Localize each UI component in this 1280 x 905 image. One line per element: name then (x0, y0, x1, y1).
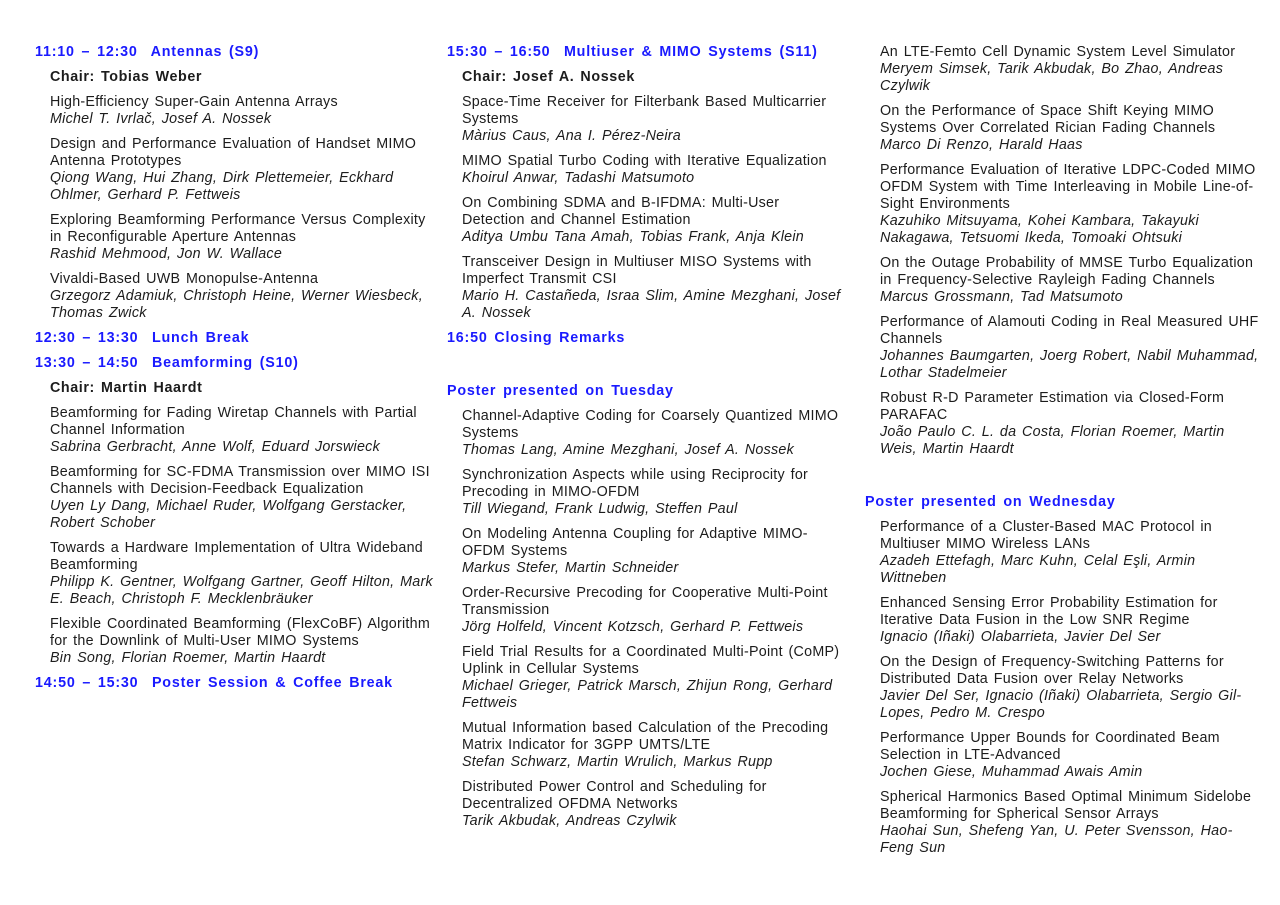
paper-title: On the Performance of Space Shift Keying MIMO Systems Over Correlated Rician Fading Channels (880, 103, 1216, 136)
chair-label: Chair: Tobias Weber (50, 69, 203, 85)
paper-title: Towards a Hardware Implementation of Ultra Wideband Beamforming (50, 540, 423, 573)
paper-title: Transceiver Design in Multiuser MISO Systems with Imperfect Transmit CSI (462, 254, 812, 287)
paper-entry (35, 405, 435, 456)
paper-authors: Meryem Simsek, Tarik Akbudak, Bo Zhao, Andreas Czylwik (880, 61, 1224, 94)
paper-authors: Michael Grieger, Patrick Marsch, Zhijun Rong, Gerhard Fettweis (462, 678, 833, 711)
paper-authors: Grzegorz Adamiuk, Christoph Heine, Werner Wiesbeck, Thomas Zwick (50, 288, 423, 321)
paper-title: MIMO Spatial Turbo Coding with Iterative Equalization (462, 153, 827, 169)
paper-title: Distributed Power Control and Scheduling for Decentralized OFDMA Networks (462, 779, 767, 812)
paper-authors: Ignacio (Iñaki) Olabarrieta, Javier Del Ser (880, 629, 1161, 645)
poster-group-header: Poster presented on Tuesday (447, 383, 674, 399)
paper-entry (35, 540, 435, 608)
paper-entry (865, 789, 1262, 857)
paper-authors: Till Wiegand, Frank Ludwig, Steffen Paul (462, 501, 738, 517)
paper-entry (35, 94, 435, 128)
paper-entry (447, 94, 847, 145)
paper-title: Design and Performance Evaluation of Handset MIMO Antenna Prototypes (50, 136, 417, 169)
paper-title: Performance Upper Bounds for Coordinated Beam Selection in LTE-Advanced (880, 730, 1220, 763)
session-header: 13:30 – 14:50 Beamforming (S10) (35, 355, 299, 371)
paper-authors: Jochen Giese, Muhammad Awais Amin (880, 764, 1143, 780)
paper-authors: Haohai Sun, Shefeng Yan, U. Peter Svensson, Hao-Feng Sun (880, 823, 1233, 856)
session-header: 11:10 – 12:30 Antennas (S9) (35, 44, 260, 60)
paper-authors: Qiong Wang, Hui Zhang, Dirk Plettemeier, Eckhard Ohlmer, Gerhard P. Fettweis (50, 170, 394, 203)
paper-entry (447, 526, 847, 577)
paper-authors: Marco Di Renzo, Harald Haas (880, 137, 1083, 153)
paper-title: High-Efficiency Super-Gain Antenna Arrays (50, 94, 338, 110)
paper-authors: Azadeh Ettefagh, Marc Kuhn, Celal Eşli, Armin Wittneben (880, 553, 1196, 586)
program-column-left (35, 44, 435, 700)
paper-title: Robust R-D Parameter Estimation via Closed-Form PARAFAC (880, 390, 1225, 423)
paper-authors: Stefan Schwarz, Martin Wrulich, Markus Rupp (462, 754, 773, 770)
paper-authors: Uyen Ly Dang, Michael Ruder, Wolfgang Gerstacker, Robert Schober (50, 498, 407, 531)
paper-authors: Màrius Caus, Ana I. Pérez-Neira (462, 128, 682, 144)
paper-entry (447, 195, 847, 246)
paper-title: On the Outage Probability of MMSE Turbo Equalization in Frequency-Selective Rayleigh Fading Channels (880, 255, 1254, 288)
paper-entry (35, 136, 435, 204)
paper-entry (35, 212, 435, 263)
paper-title: Mutual Information based Calculation of the Precoding Matrix Indicator for 3GPP UMTS/LTE (462, 720, 829, 753)
paper-entry (865, 519, 1262, 587)
paper-title: Enhanced Sensing Error Probability Estimation for Iterative Data Fusion in the Low SNR Regime (880, 595, 1218, 628)
paper-entry (447, 585, 847, 636)
paper-title: Exploring Beamforming Performance Versus Complexity in Reconfigurable Aperture Antennas (50, 212, 426, 245)
paper-authors: Bin Song, Florian Roemer, Martin Haardt (50, 650, 326, 666)
paper-title: Space-Time Receiver for Filterbank Based Multicarrier Systems (462, 94, 827, 127)
paper-entry (865, 730, 1262, 781)
paper-authors: Philipp K. Gentner, Wolfgang Gartner, Geoff Hilton, Mark E. Beach, Christoph F. Mecklenbräuker (50, 574, 433, 607)
paper-title: Flexible Coordinated Beamforming (FlexCoBF) Algorithm for the Downlink of Multi-User MIMO Systems (50, 616, 430, 649)
session-header: 12:30 – 13:30 Lunch Break (35, 330, 250, 346)
paper-authors: Markus Stefer, Martin Schneider (462, 560, 679, 576)
paper-title: Performance of a Cluster-Based MAC Protocol in Multiuser MIMO Wireless LANs (880, 519, 1212, 552)
paper-entry (35, 271, 435, 322)
paper-entry (447, 254, 847, 322)
chair-label: Chair: Martin Haardt (50, 380, 203, 396)
paper-authors: Thomas Lang, Amine Mezghani, Josef A. Nossek (462, 442, 795, 458)
paper-title: Performance of Alamouti Coding in Real Measured UHF Channels (880, 314, 1259, 347)
program-column-right (865, 44, 1262, 865)
paper-title: On the Design of Frequency-Switching Patterns for Distributed Data Fusion over Relay Networks (880, 654, 1224, 687)
paper-entry (865, 390, 1262, 458)
paper-entry (447, 153, 847, 187)
paper-entry (447, 467, 847, 518)
paper-entry (865, 162, 1262, 247)
paper-authors: Jörg Holfeld, Vincent Kotzsch, Gerhard P. Fettweis (462, 619, 804, 635)
paper-entry (35, 616, 435, 667)
paper-authors: Marcus Grossmann, Tad Matsumoto (880, 289, 1123, 305)
paper-title: Channel-Adaptive Coding for Coarsely Quantized MIMO Systems (462, 408, 839, 441)
paper-authors: Tarik Akbudak, Andreas Czylwik (462, 813, 677, 829)
paper-authors: Mario H. Castañeda, Israa Slim, Amine Mezghani, Josef A. Nossek (462, 288, 841, 321)
paper-authors: João Paulo C. L. da Costa, Florian Roemer, Martin Weis, Martin Haardt (880, 424, 1225, 457)
paper-authors: Aditya Umbu Tana Amah, Tobias Frank, Anja Klein (462, 229, 804, 245)
paper-title: Beamforming for SC-FDMA Transmission over MIMO ISI Channels with Decision-Feedback Equalization (50, 464, 430, 497)
paper-title: Synchronization Aspects while using Reciprocity for Precoding in MIMO-OFDM (462, 467, 809, 500)
poster-group-header: Poster presented on Wednesday (865, 494, 1116, 510)
session-header: 16:50 Closing Remarks (447, 330, 626, 346)
paper-entry (447, 779, 847, 830)
paper-title: Order-Recursive Precoding for Cooperative Multi-Point Transmission (462, 585, 828, 618)
paper-title: On Modeling Antenna Coupling for Adaptive MIMO-OFDM Systems (462, 526, 808, 559)
paper-entry (35, 464, 435, 532)
paper-entry (865, 255, 1262, 306)
paper-title: On Combining SDMA and B-IFDMA: Multi-User Detection and Channel Estimation (462, 195, 780, 228)
paper-authors: Khoirul Anwar, Tadashi Matsumoto (462, 170, 695, 186)
paper-entry (447, 408, 847, 459)
paper-authors: Johannes Baumgarten, Joerg Robert, Nabil Muhammad, Lothar Stadelmeier (880, 348, 1259, 381)
paper-authors: Sabrina Gerbracht, Anne Wolf, Eduard Jorswieck (50, 439, 380, 455)
paper-title: Vivaldi-Based UWB Monopulse-Antenna (50, 271, 319, 287)
paper-title: Field Trial Results for a Coordinated Multi-Point (CoMP) Uplink in Cellular Systems (462, 644, 840, 677)
paper-title: Spherical Harmonics Based Optimal Minimum Sidelobe Beamforming for Spherical Sensor Arrays (880, 789, 1252, 822)
paper-title: Beamforming for Fading Wiretap Channels with Partial Channel Information (50, 405, 417, 438)
paper-entry (865, 44, 1262, 95)
paper-entry (865, 103, 1262, 154)
paper-entry (865, 595, 1262, 646)
paper-entry (447, 720, 847, 771)
paper-title: An LTE-Femto Cell Dynamic System Level Simulator (880, 44, 1236, 60)
session-header: 15:30 – 16:50 Multiuser & MIMO Systems (S11) (447, 44, 818, 60)
paper-entry (865, 654, 1262, 722)
paper-entry (447, 644, 847, 712)
chair-label: Chair: Josef A. Nossek (462, 69, 635, 85)
paper-authors: Michel T. Ivrlač, Josef A. Nossek (50, 111, 272, 127)
paper-authors: Kazuhiko Mitsuyama, Kohei Kambara, Takayuki Nakagawa, Tetsuomi Ikeda, Tomoaki Ohtsuki (880, 213, 1199, 246)
program-column-middle (447, 44, 847, 838)
paper-authors: Javier Del Ser, Ignacio (Iñaki) Olabarrieta, Sergio Gil-Lopes, Pedro M. Crespo (880, 688, 1242, 721)
paper-authors: Rashid Mehmood, Jon W. Wallace (50, 246, 283, 262)
session-header: 14:50 – 15:30 Poster Session & Coffee Break (35, 675, 393, 691)
paper-entry (865, 314, 1262, 382)
paper-title: Performance Evaluation of Iterative LDPC-Coded MIMO OFDM System with Time Interleaving in Mobile Line-of-Sight Environments (880, 162, 1256, 212)
